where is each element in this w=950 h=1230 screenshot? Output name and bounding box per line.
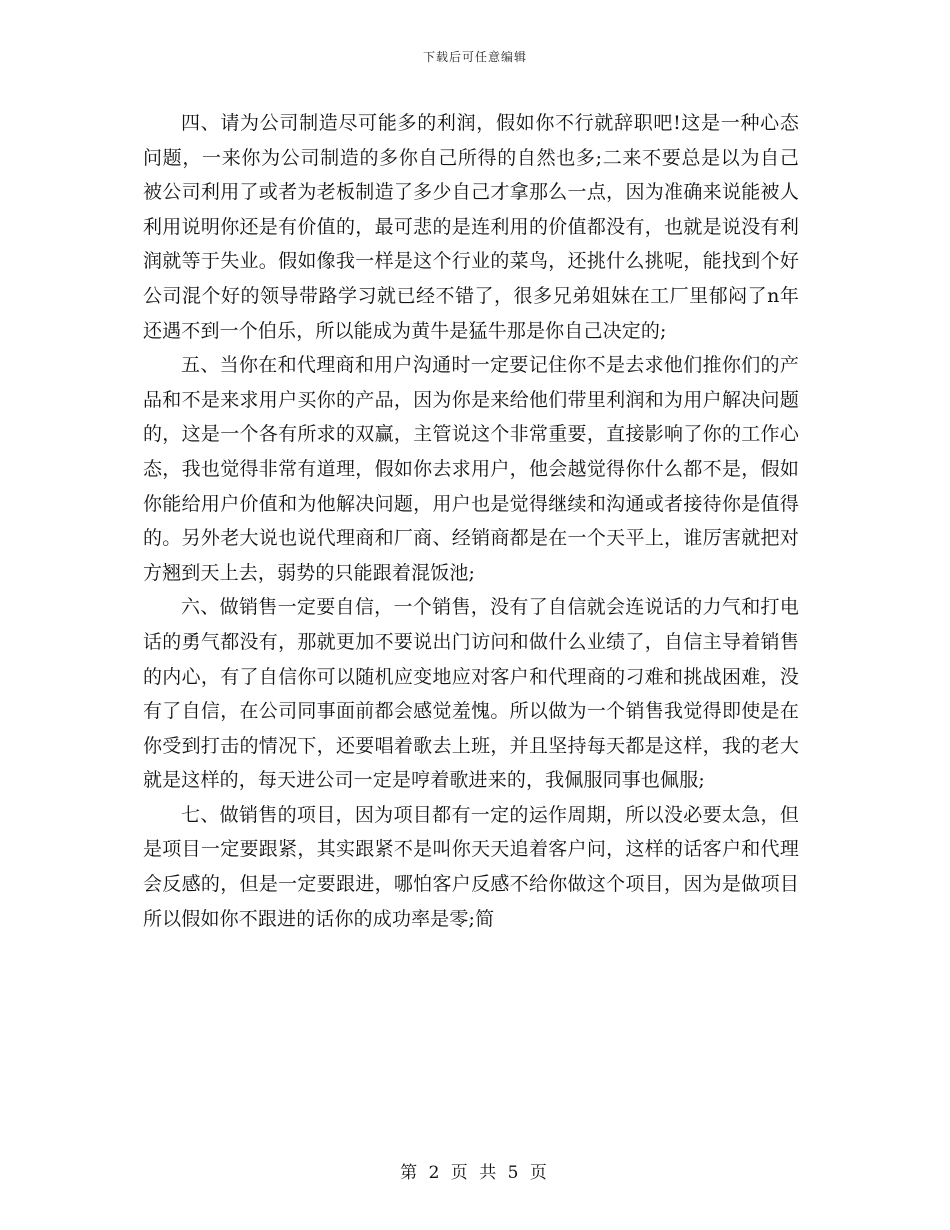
- paragraph-seven: 七、做销售的项目，因为项目都有一定的运作周期，所以没必要太急，但是项目一定要跟紧，其实跟紧不是叫你天天追着客户问，这样的话客户和代理会反感的，但是一定要跟进，哪怕客户反感不给你做这个项目，因为是做项目所以假如你不跟进的话你的成功率是零;简: [143, 803, 799, 930]
- paragraph-six: 六、做销售一定要自信，一个销售，没有了自信就会连说话的力气和打电话的勇气都没有，那就更加不要说出门访问和做什么业绩了，自信主导着销售的内心，有了自信你可以随机应变地应对客户和代理商的刁难和挑战困难，没有了自信，在公司同事面前都会感觉羞愧。所以做为一个销售我觉得即使是在你受到打击的情况下，还要唱着歌去上班，并且坚持每天都是这样，我的老大就是这样的，每天进公司一定是哼着歌进来的，我佩服同事也佩服;: [143, 596, 799, 792]
- total-pages-number: 5: [507, 1163, 522, 1183]
- page-label-mid: 页 共: [450, 1163, 500, 1183]
- page-label-prefix: 第: [400, 1163, 421, 1183]
- paragraph-five: 五、当你在和代理商和用户沟通时一定要记住你不是去求他们推你们的产品和不是来求用户买你的产品，因为你是来给他们带里利润和为用户解决问题的，这是一个各有所求的双赢，主管说这个非常重要，直接影响了你的工作心态，我也觉得非常有道理，假如你去求用户，他会越觉得你什么都不是，假如你能给用户价值和为他解决问题，用户也是觉得继续和沟通或者接待你是值得的。另外老大说也说代理商和厂商、经销商都是在一个天平上，谁厉害就把对方翘到天上去，弱势的只能跟着混饭池;: [143, 354, 799, 584]
- paragraph-four: 四、请为公司制造尽可能多的利润，假如你不行就辞职吧!这是一种心态问题，一来你为公司制造的多你自己所得的自然也多;二来不要总是以为自己被公司利用了或者为老板制造了多少自己才拿那么一点，因为准确来说能被人利用说明你还是有价值的，最可悲的是连利用的价值都没有，也就是说没有利润就等于失业。假如像我一样是这个行业的菜鸟，还挑什么挑呢，能找到个好公司混个好的领导带路学习就已经不错了，很多兄弟姐妹在工厂里郁闷了n年还遇不到一个伯乐，所以能成为黄牛是猛牛那是你自己决定的;: [143, 112, 799, 342]
- page-label-suffix: 页: [529, 1163, 550, 1183]
- page-footer: [0, 1158, 950, 1183]
- header-text: 下载后可任意编辑: [422, 50, 527, 64]
- document-body: [143, 106, 799, 936]
- current-page-number: 2: [428, 1163, 443, 1183]
- page-header: [0, 48, 950, 65]
